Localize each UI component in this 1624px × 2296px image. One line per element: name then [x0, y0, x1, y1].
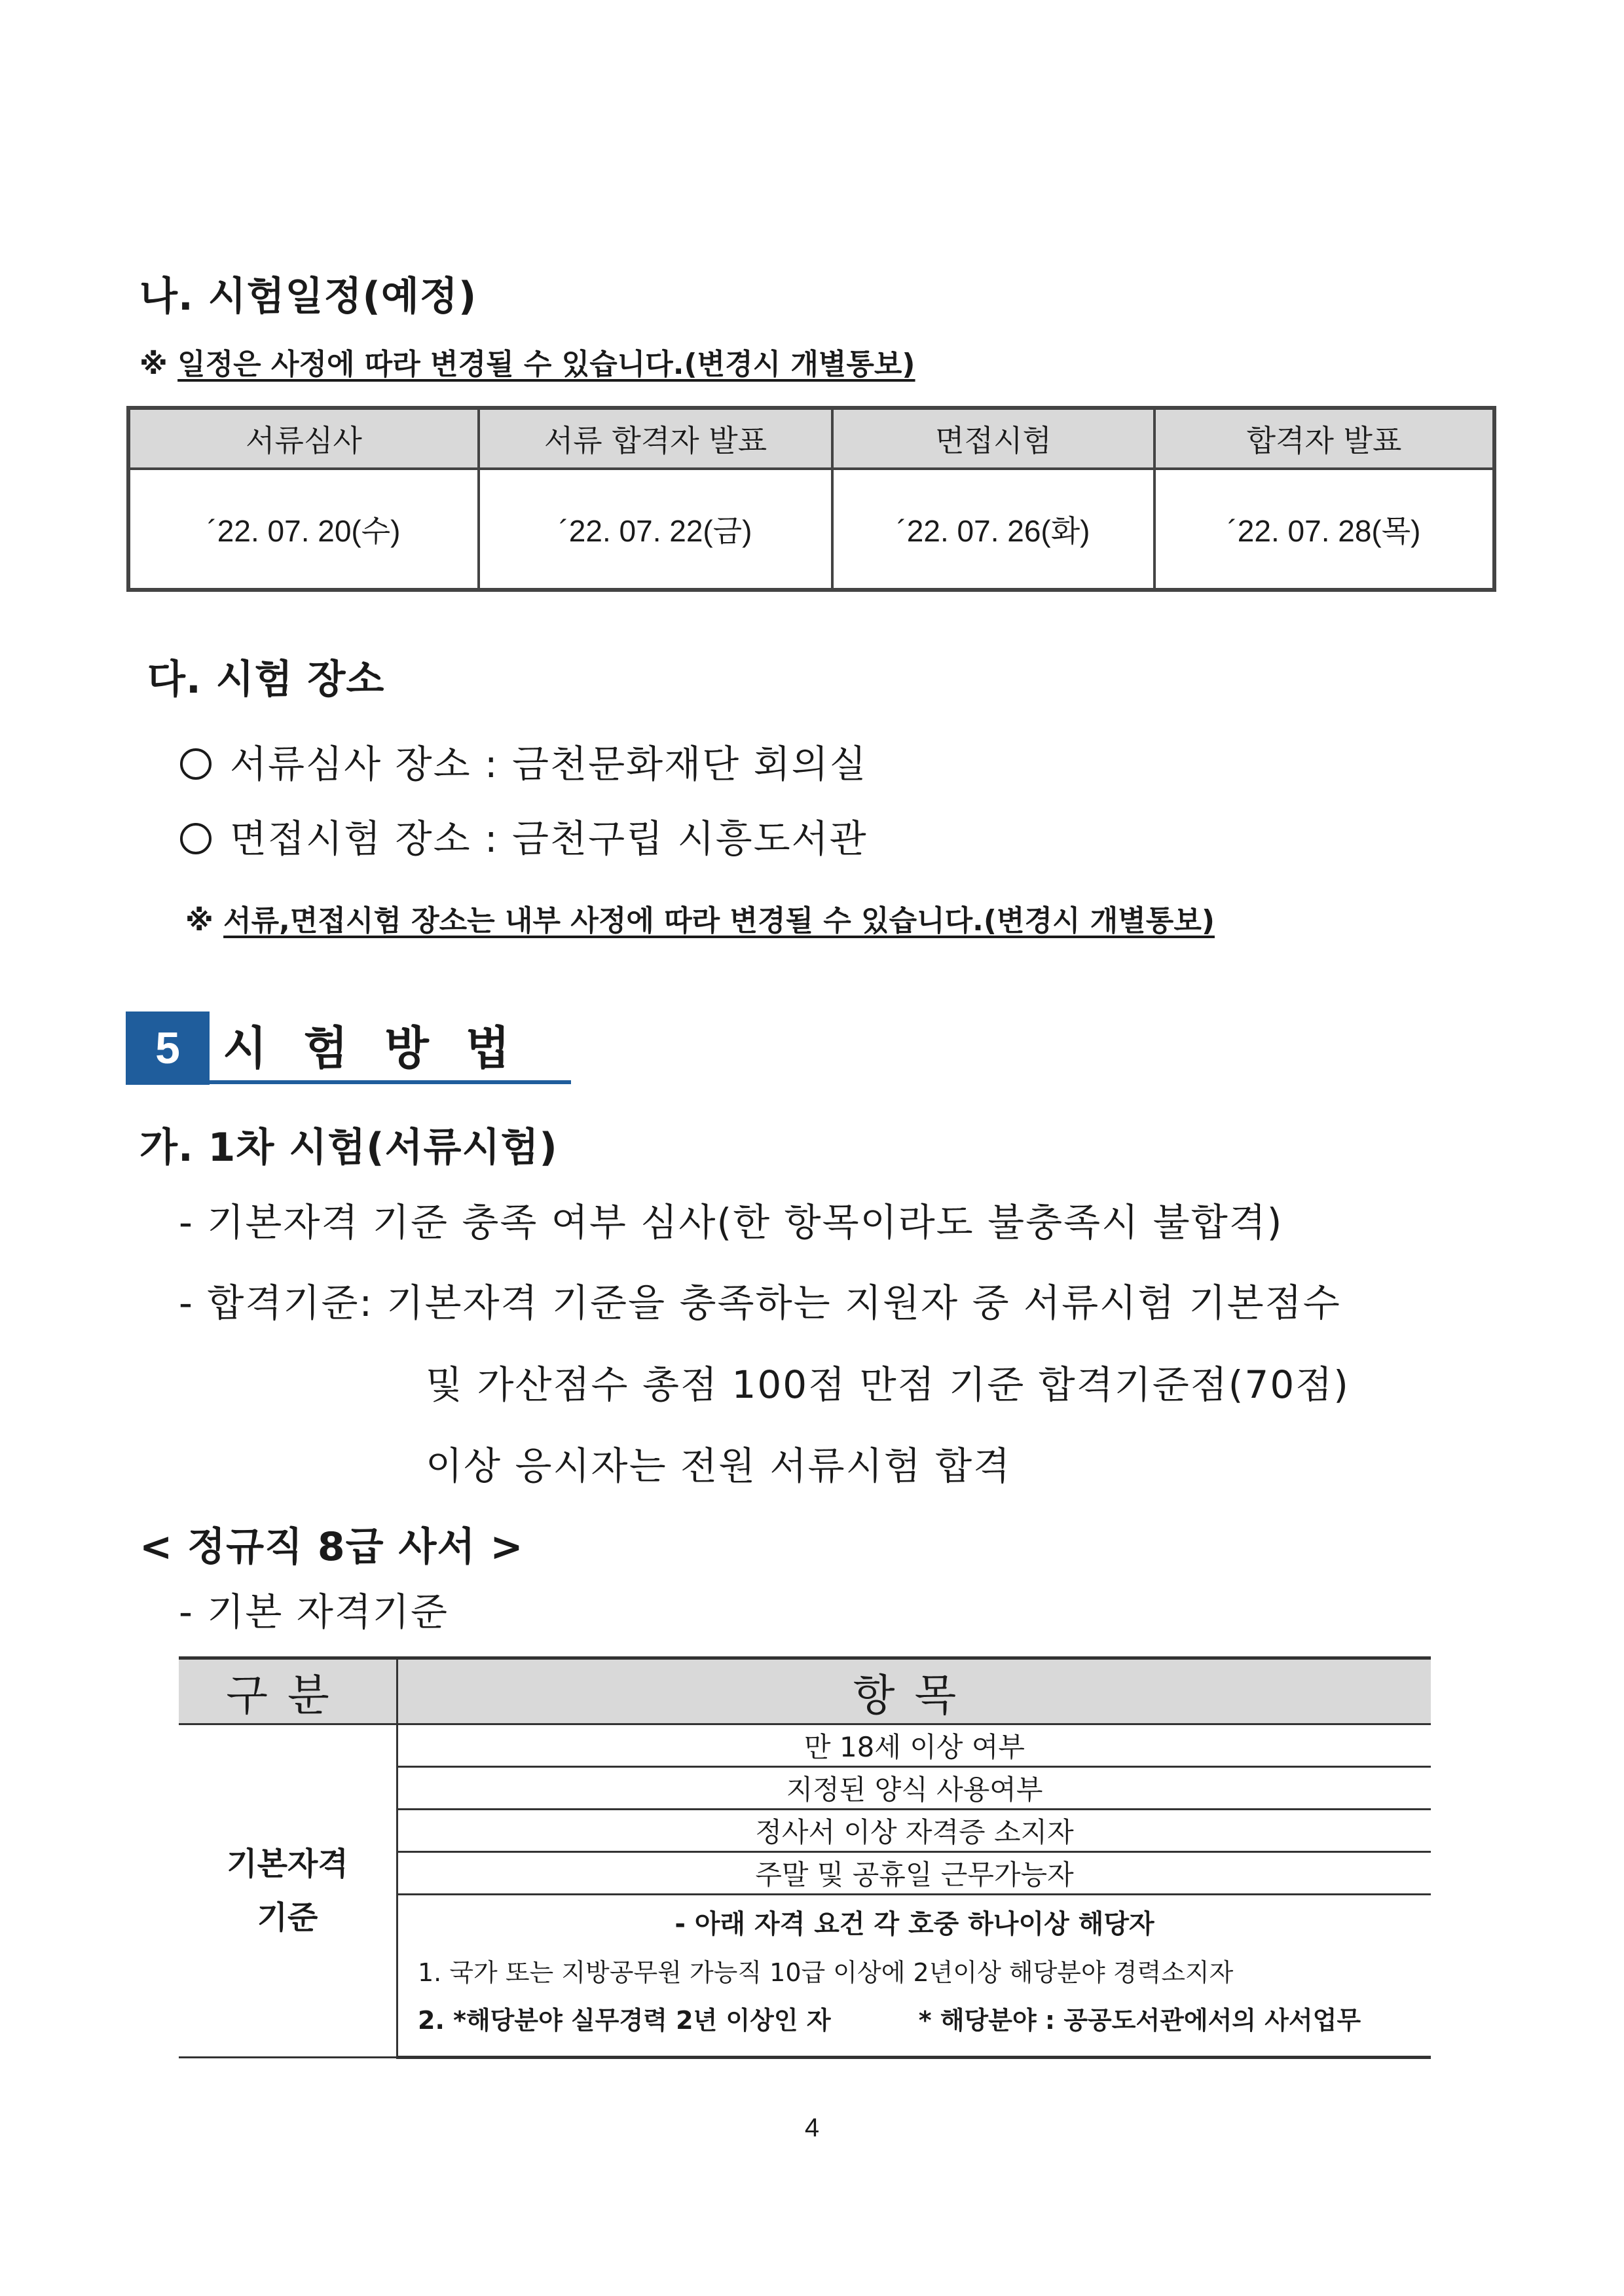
- venue-item-text: 서류심사 장소 : 금천문화재단 회의실: [230, 742, 868, 786]
- qualification-item: 정사서 이상 자격증 소지자: [397, 1810, 1431, 1852]
- first-exam-line: 및 가산점수 총점 100점 만점 기준 합격기준점(70점): [426, 1362, 1350, 1407]
- category-line: 기본자격: [227, 1846, 348, 1882]
- circle-bullet-icon: [180, 748, 212, 780]
- first-exam-line: - 합격기준: 기본자격 기준을 충족하는 지원자 중 서류시험 기본점수: [179, 1281, 1341, 1325]
- qualification-header-right: 항목: [397, 1658, 1431, 1724]
- requirement-item: [418, 2000, 1411, 2036]
- category-line: 기준: [257, 1899, 318, 1936]
- schedule-date-cell: ´22. 07. 20(수): [128, 469, 479, 590]
- section-underline: [126, 1080, 571, 1084]
- first-exam-line: - 기본자격 기준 충족 여부 심사(한 항목이라도 불충족시 불합격): [179, 1200, 1283, 1245]
- schedule-note: [139, 340, 915, 382]
- qualification-item: 주말 및 공휴일 근무가능자: [397, 1852, 1431, 1895]
- first-exam-line: 이상 응시자는 전원 서류시험 합격: [426, 1444, 1012, 1488]
- requirement-field-note: * 해당분야 : 공공도서관에서의 사서업무: [918, 2006, 1361, 2035]
- venue-item-text: 면접시험 장소 : 금천구립 시흥도서관: [230, 816, 868, 861]
- note-mark: ※: [185, 904, 213, 938]
- section-number-badge: 5: [126, 1011, 210, 1085]
- qualification-item: 지정된 양식 사용여부: [397, 1767, 1431, 1810]
- qualification-header-left: 구분: [179, 1658, 397, 1724]
- schedule-date-cell: ´22. 07. 26(화): [832, 469, 1154, 590]
- venue-heading: 다. 시험 장소: [147, 657, 385, 702]
- schedule-header-cell: 면접시험: [832, 408, 1154, 469]
- note-mark: ※: [139, 348, 168, 381]
- schedule-table: [126, 406, 1496, 592]
- page-number: 4: [804, 2113, 820, 2142]
- schedule-header-cell: 합격자 발표: [1154, 408, 1494, 469]
- qualification-table: [179, 1656, 1431, 2059]
- schedule-date-row: [128, 469, 1494, 590]
- requirement-item-text: 2. *해당분야 실무경력 2년 이상인 자: [418, 2006, 831, 2035]
- position-title: < 정규직 8급 사서 >: [139, 1524, 524, 1570]
- requirement-item: 1. 국가 또는 지방공무원 가능직 10급 이상에 2년이상 해당분야 경력소지자: [418, 1958, 1234, 1987]
- schedule-date-cell: ´22. 07. 22(금): [479, 469, 832, 590]
- schedule-heading: 나. 시험일정(예정): [139, 274, 477, 319]
- venue-note-text: 서류,면접시험 장소는 내부 사정에 따라 변경될 수 있습니다.(변경시 개별통보): [223, 904, 1215, 938]
- schedule-header-row: [128, 408, 1494, 469]
- circle-bullet-icon: [180, 823, 212, 854]
- requirement-box: [397, 1895, 1431, 2058]
- venue-note: [185, 897, 1215, 939]
- schedule-date-cell: ´22. 07. 28(목): [1154, 469, 1494, 590]
- qualification-item: 만 18세 이상 여부: [397, 1724, 1431, 1767]
- qualification-category: [179, 1724, 397, 2058]
- schedule-note-text: 일정은 사정에 따라 변경될 수 있습니다.(변경시 개별통보): [177, 348, 915, 381]
- requirement-head: - 아래 자격 요건 각 호중 하나이상 해당자: [674, 1909, 1154, 1939]
- section-title: 시험방법: [223, 1021, 547, 1075]
- qualification-header-row: [179, 1658, 1431, 1724]
- table-row: [179, 1724, 1431, 1767]
- schedule-header-cell: 서류심사: [128, 408, 479, 469]
- first-exam-heading: 가. 1차 시험(서류시험): [139, 1125, 558, 1171]
- venue-item: [180, 808, 868, 863]
- schedule-header-cell: 서류 합격자 발표: [479, 408, 832, 469]
- venue-item: [180, 733, 868, 788]
- basic-criteria-label: - 기본 자격기준: [179, 1590, 449, 1634]
